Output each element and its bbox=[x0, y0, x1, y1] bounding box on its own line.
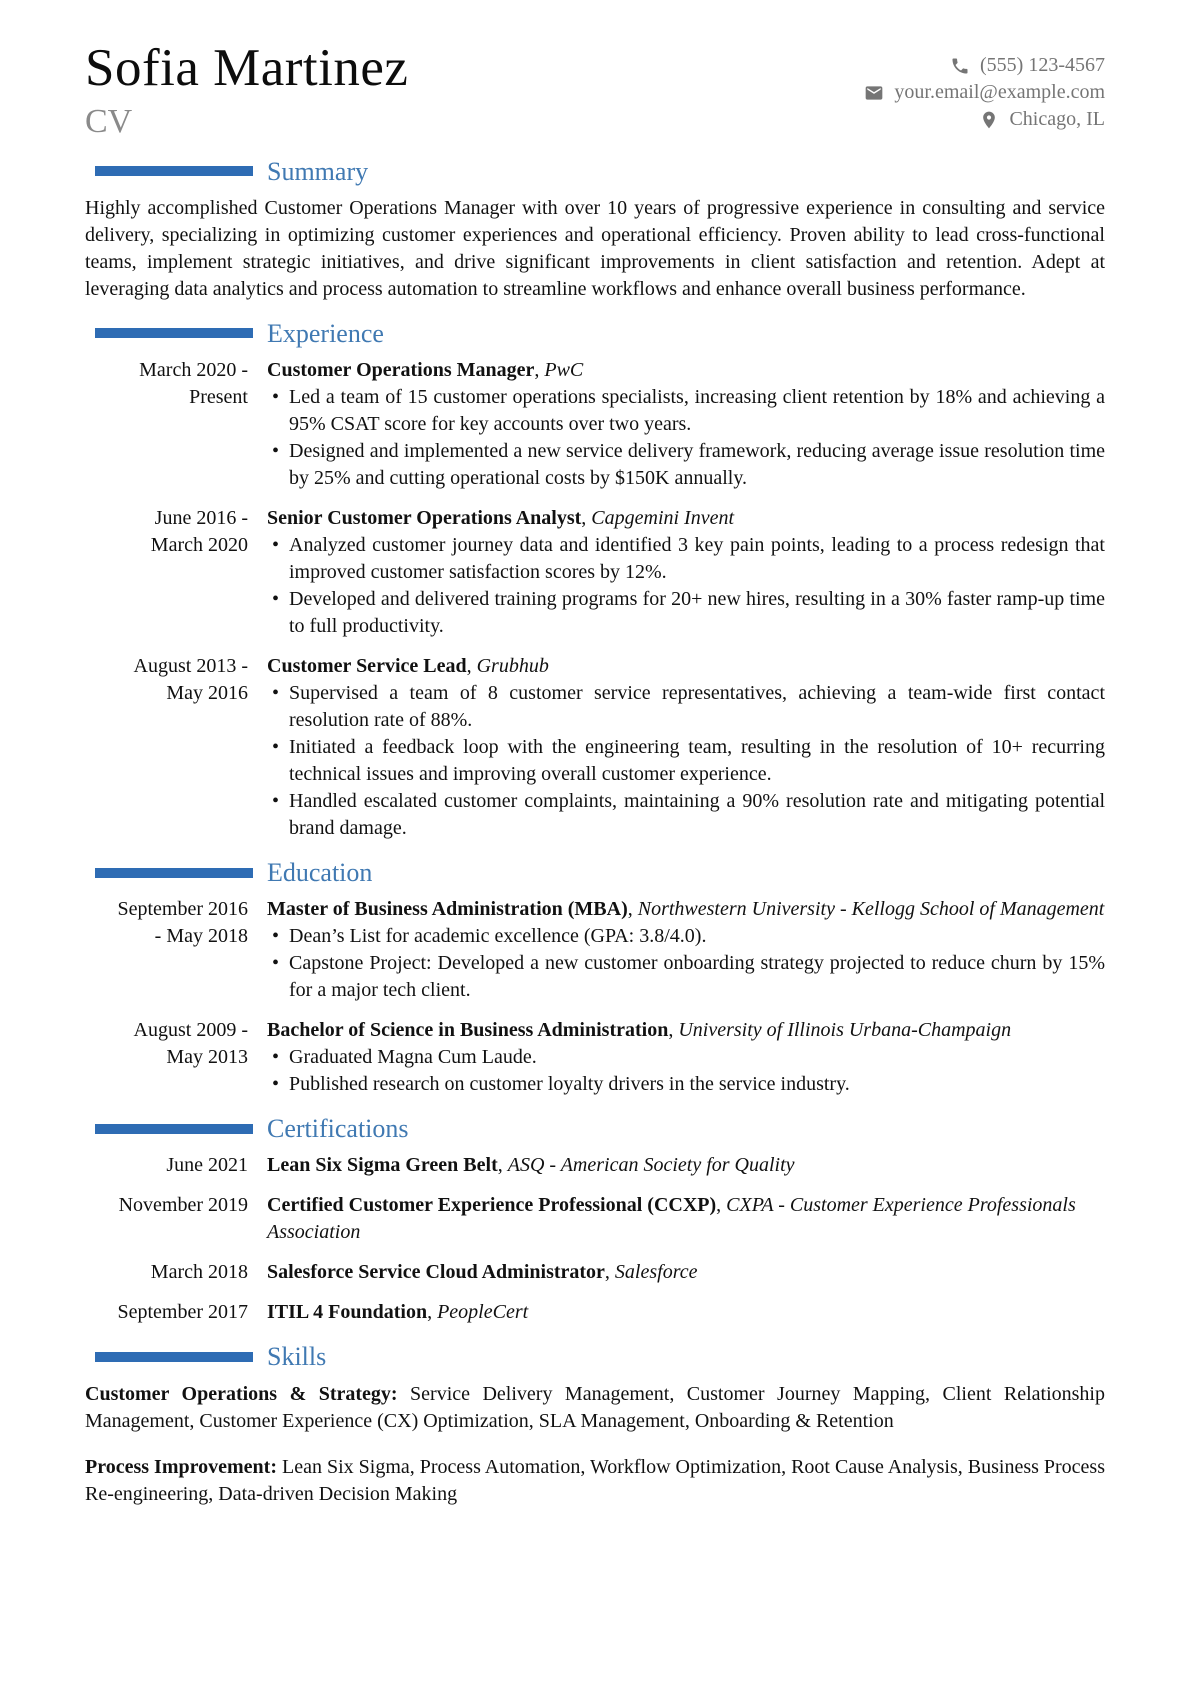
entry-organization: Grubhub bbox=[476, 655, 549, 677]
section-rule-bar bbox=[95, 868, 253, 878]
cv-header bbox=[85, 40, 1105, 141]
section-title: Summary bbox=[267, 156, 369, 186]
bullet-item: • Led a team of 15 customer operations specialists, increasing client retention by 18% and achieving a 95% CSAT score for key accounts over two years. bbox=[267, 384, 1105, 438]
section-heading bbox=[85, 318, 1105, 349]
entry-title: Bachelor of Science in Business Administration, University of Illinois Urbana-Champaign bbox=[267, 1019, 1012, 1042]
entry-bullets bbox=[267, 680, 1105, 842]
entry-date: September 2016 - May 2018 bbox=[117, 898, 248, 948]
entry-row bbox=[85, 1259, 1105, 1286]
contact-row-phone bbox=[864, 52, 1105, 79]
entry-date: August 2013 - May 2016 bbox=[133, 655, 248, 704]
entry-organization: Capgemini Invent bbox=[591, 507, 735, 529]
entry-title: Salesforce Service Cloud Administrator, Salesforce bbox=[267, 1261, 698, 1284]
bullet-item: • Designed and implemented a new service delivery framework, reducing average issue resolution time by 25% and cutting operational costs by $150K annually. bbox=[267, 438, 1105, 492]
entry-bullets bbox=[267, 384, 1105, 492]
section-heading bbox=[85, 1341, 1105, 1372]
entry-role: ITIL 4 Foundation bbox=[267, 1301, 428, 1324]
bullet-item: • Graduated Magna Cum Laude. bbox=[267, 1044, 1105, 1071]
entry-role: Certified Customer Experience Professional (CCXP) bbox=[267, 1194, 717, 1217]
section-experience bbox=[85, 318, 1105, 842]
section-skills bbox=[85, 1341, 1105, 1507]
bullet-item: • Handled escalated customer complaints, maintaining a 90% resolution rate and mitigating potential brand damage. bbox=[267, 788, 1105, 842]
person-name: Sofia Martinez bbox=[85, 39, 409, 97]
entry-title: Lean Six Sigma Green Belt, ASQ - American Society for Quality bbox=[267, 1154, 795, 1177]
entry-bullets bbox=[267, 1044, 1105, 1098]
contact-row-location bbox=[864, 106, 1105, 133]
location-icon bbox=[979, 110, 999, 130]
entry-row bbox=[85, 896, 1105, 1004]
entry-title: Customer Service Lead, Grubhub bbox=[267, 655, 549, 677]
entry-date: November 2019 bbox=[118, 1194, 248, 1217]
entry-bullets bbox=[267, 923, 1105, 1004]
bullet-item: • Supervised a team of 8 customer service representatives, achieving a team-wide first contact resolution rate of 88%. bbox=[267, 680, 1105, 734]
entry-row bbox=[85, 1299, 1105, 1326]
entry-title: Certified Customer Experience Professional (CCXP), CXPA - Customer Experience Professionals Association bbox=[267, 1194, 1076, 1244]
section-rule-bar bbox=[95, 1124, 253, 1134]
section-education bbox=[85, 857, 1105, 1098]
entry-date: March 2018 bbox=[150, 1261, 248, 1284]
entry-title: Master of Business Administration (MBA), Northwestern University - Kellogg School of Management bbox=[267, 898, 1105, 921]
section-heading bbox=[85, 1113, 1105, 1144]
section-certifications bbox=[85, 1113, 1105, 1326]
entry-date: August 2009 - May 2013 bbox=[133, 1019, 248, 1069]
location-text: Chicago, IL bbox=[1009, 108, 1105, 130]
entry-row bbox=[85, 653, 1105, 842]
section-rule-bar bbox=[95, 166, 253, 176]
entry-role: Customer Service Lead bbox=[267, 655, 467, 677]
entry-role: Lean Six Sigma Green Belt bbox=[267, 1154, 498, 1177]
skill-group-text: Service Delivery Management, Customer Journey Mapping, Client Relationship Management, Customer Experience (CX) Optimization, SLA Management, Onboarding & Retention bbox=[85, 1382, 1105, 1432]
section-body bbox=[85, 896, 1105, 1098]
entry-row bbox=[85, 505, 1105, 640]
bullet-item: • Capstone Project: Developed a new customer onboarding strategy projected to reduce churn by 15% for a major tech client. bbox=[267, 950, 1105, 1004]
section-title: Education bbox=[267, 858, 373, 887]
section-body bbox=[85, 195, 1105, 303]
entry-row bbox=[85, 1017, 1105, 1098]
entry-row bbox=[85, 1152, 1105, 1179]
entry-title: ITIL 4 Foundation, PeopleCert bbox=[267, 1301, 529, 1324]
section-heading bbox=[85, 857, 1105, 888]
entry-date: March 2020 - Present bbox=[139, 359, 248, 408]
entry-row bbox=[85, 1192, 1105, 1246]
entry-organization: ASQ - American Society for Quality bbox=[507, 1154, 795, 1177]
email-icon bbox=[864, 83, 884, 103]
entry-organization: Northwestern University - Kellogg School of Management bbox=[637, 898, 1105, 921]
phone-icon bbox=[950, 56, 970, 76]
sections-container bbox=[85, 156, 1105, 1508]
skill-group-label: Process Improvement: bbox=[85, 1455, 277, 1478]
entry-date: June 2016 - March 2020 bbox=[150, 507, 248, 556]
contact-row-email bbox=[864, 79, 1105, 106]
section-body bbox=[85, 1152, 1105, 1326]
section-body bbox=[85, 357, 1105, 842]
entry-date: June 2021 bbox=[166, 1154, 248, 1177]
entry-role: Customer Operations Manager bbox=[267, 359, 535, 381]
entry-role: Bachelor of Science in Business Administration bbox=[267, 1019, 669, 1042]
section-title: Experience bbox=[267, 318, 384, 348]
identity-block bbox=[85, 40, 408, 141]
skill-group-text: Lean Six Sigma, Process Automation, Workflow Optimization, Root Cause Analysis, Business Process Re-engineering, Data-driven Decision Making bbox=[85, 1455, 1105, 1505]
entry-title: Customer Operations Manager, PwC bbox=[267, 359, 584, 381]
section-rule-bar bbox=[95, 1352, 253, 1362]
contact-block bbox=[864, 52, 1105, 133]
entry-date: September 2017 bbox=[117, 1301, 248, 1324]
section-title: Certifications bbox=[267, 1114, 409, 1144]
section-heading bbox=[85, 156, 1105, 187]
entry-organization: PwC bbox=[544, 359, 584, 381]
summary-text: Highly accomplished Customer Operations Manager with over 10 years of progressive experience in consulting and service delivery, specializing in optimizing customer experiences and operational efficiency. Proven ability to lead cross-functional teams, implement strategic initiatives, and drive significant improvements in client satisfaction and retention. Adept at leveraging data analytics and process automation to streamline workflows and enhance overall business performance. bbox=[85, 196, 1105, 300]
entry-bullets bbox=[267, 532, 1105, 640]
skill-group-label: Customer Operations & Strategy: bbox=[85, 1382, 398, 1405]
skill-group bbox=[85, 1381, 1105, 1435]
entry-role: Master of Business Administration (MBA) bbox=[267, 898, 628, 921]
bullet-item: • Developed and delivered training programs for 20+ new hires, resulting in a 30% faster ramp-up time to full productivity. bbox=[267, 586, 1105, 640]
entry-role: Senior Customer Operations Analyst bbox=[267, 507, 582, 529]
section-title: Skills bbox=[267, 1342, 327, 1372]
bullet-item: • Published research on customer loyalty drivers in the service industry. bbox=[267, 1071, 1105, 1098]
entry-row bbox=[85, 357, 1105, 492]
section-rule-bar bbox=[95, 328, 253, 338]
document-type-label: CV bbox=[85, 103, 133, 141]
bullet-item: • Analyzed customer journey data and identified 3 key pain points, leading to a process redesign that improved customer satisfaction scores by 12%. bbox=[267, 532, 1105, 586]
email-address: your.email@example.com bbox=[894, 81, 1105, 103]
entry-organization: University of Illinois Urbana-Champaign bbox=[678, 1019, 1012, 1042]
entry-title: Senior Customer Operations Analyst, Capgemini Invent bbox=[267, 507, 735, 529]
entry-organization: CXPA - Customer Experience Professionals Association bbox=[267, 1194, 1076, 1244]
section-body bbox=[85, 1381, 1105, 1508]
skill-group bbox=[85, 1454, 1105, 1508]
entry-organization: Salesforce bbox=[614, 1261, 698, 1284]
section-summary bbox=[85, 156, 1105, 303]
bullet-item: • Dean’s List for academic excellence (GPA: 3.8/4.0). bbox=[267, 923, 1105, 950]
bullet-item: • Initiated a feedback loop with the engineering team, resulting in the resolution of 10+ recurring technical issues and improving overall customer experience. bbox=[267, 734, 1105, 788]
entry-organization: PeopleCert bbox=[437, 1301, 529, 1324]
phone-number: (555) 123-4567 bbox=[980, 54, 1105, 76]
entry-role: Salesforce Service Cloud Administrator bbox=[267, 1261, 605, 1284]
